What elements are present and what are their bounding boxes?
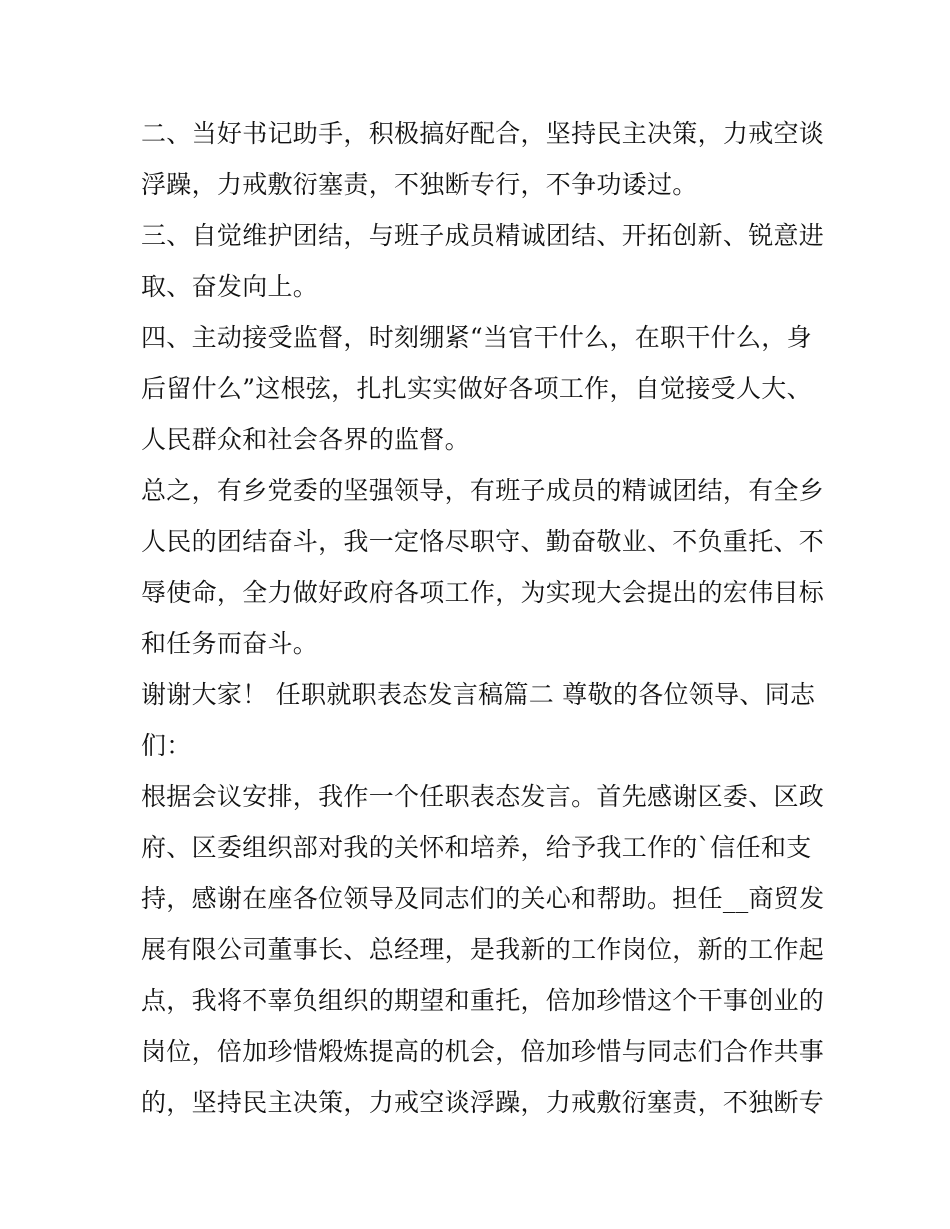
text-line: 三、自觉维护团结，与班子成员精诚团结、开拓创新、锐意进 bbox=[141, 221, 825, 250]
text-line: 二、当好书记助手，积极搞好配合，坚持民主决策，力戒空谈 bbox=[141, 119, 825, 148]
text-line: 人民的团结奋斗，我一定恪尽职守、勤奋敬业、不负重托、不 bbox=[141, 527, 825, 556]
text-line: 持，感谢在座各位领导及同志们的关心和帮助。担任__商贸发 bbox=[141, 884, 825, 913]
text-line: 辱使命，全力做好政府各项工作，为实现大会提出的宏伟目标 bbox=[141, 578, 825, 607]
text-line: 谢谢大家！ 任职就职表态发言稿篇二 尊敬的各位领导、同志 bbox=[141, 680, 816, 709]
text-line: 浮躁，力戒敷衍塞责，不独断专行，不争功诿过。 bbox=[141, 170, 698, 199]
text-line: 府、区委组织部对我的关怀和培养，给予我工作的`信任和支 bbox=[141, 833, 812, 862]
text-line: 和任务而奋斗。 bbox=[141, 629, 319, 658]
text-line: 取、奋发向上。 bbox=[141, 272, 319, 301]
text-line: 四、主动接受监督，时刻绷紧“当官干什么，在职干什么，身 bbox=[141, 323, 812, 352]
text-line: 岗位，倍加珍惜煅炼提高的机会，倍加珍惜与同志们合作共事 bbox=[141, 1037, 825, 1066]
text-line: 根据会议安排，我作一个任职表态发言。首先感谢区委、区政 bbox=[141, 782, 825, 811]
text-line: 的，坚持民主决策，力戒空谈浮躁，力戒敷衍塞责，不独断专 bbox=[141, 1088, 825, 1117]
text-line: 总之，有乡党委的坚强领导，有班子成员的精诚团结，有全乡 bbox=[141, 476, 825, 505]
text-line: 后留什么”这根弦，扎扎实实做好各项工作，自觉接受人大、 bbox=[141, 374, 812, 403]
text-line: 点，我将不辜负组织的期望和重托，倍加珍惜这个干事创业的 bbox=[141, 986, 825, 1015]
text-line: 们： bbox=[141, 731, 192, 760]
text-line: 人民群众和社会各界的监督。 bbox=[141, 425, 470, 454]
text-line: 展有限公司董事长、总经理，是我新的工作岗位，新的工作起 bbox=[141, 935, 825, 964]
document-body bbox=[141, 108, 825, 1128]
